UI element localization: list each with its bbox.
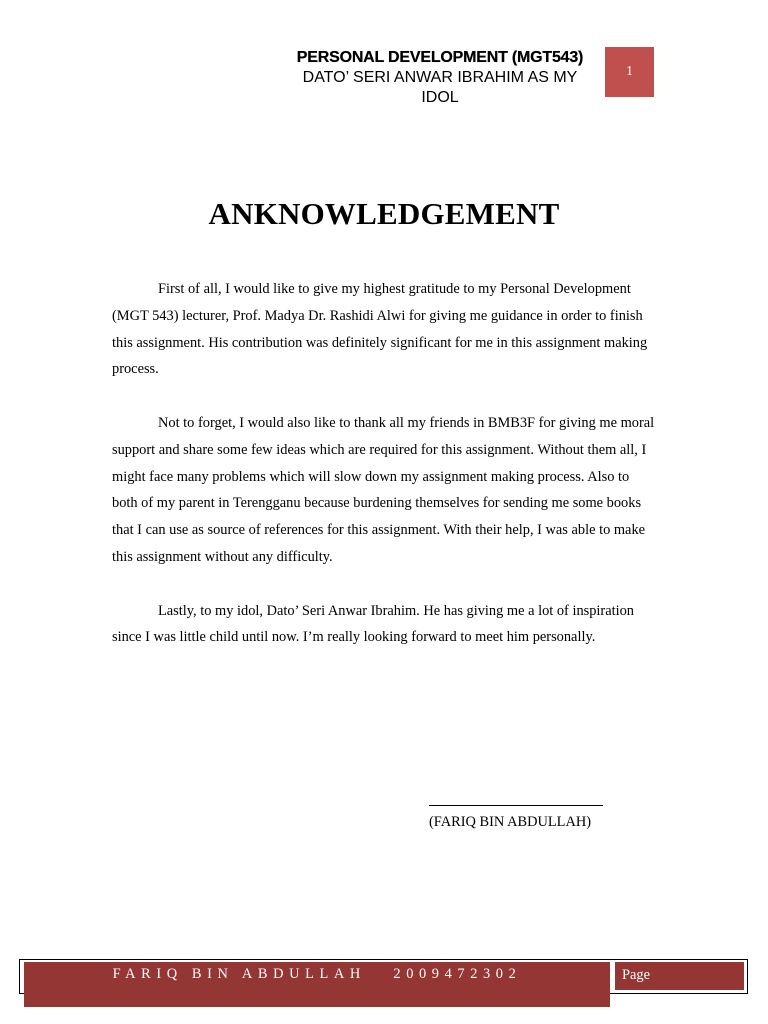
header-subtitle-text: DATO’ SERI ANWAR IBRAHIM AS MY IDOL — [302, 69, 578, 106]
course-title: PERSONAL DEVELOPMENT (MGT543) — [296, 49, 584, 66]
running-header — [280, 48, 600, 106]
acknowledgement-body — [112, 276, 657, 678]
signature-name: (FARIQ BIN ABDULLAH) — [429, 814, 592, 830]
paragraph-2: Not to forget, I would also like to thank all my friends in BMB3F for giving me moral support and share some few ideas which are required for this assignment. Without them all, I might face many problems which will slow down my assignment making process. Also to both of my parent in Terengganu because burdening themselves for sending me some books that I can use as source of references for this assignment. With their help, I was able to make this assignment without any difficulty. — [112, 414, 655, 565]
footer-page-label: Page — [615, 962, 744, 990]
header-subtitle — [280, 68, 600, 106]
page-title: ANKNOWLEDGEMENT — [208, 196, 560, 231]
signature-line — [429, 805, 603, 806]
paragraph-1: First of all, I would like to give my highest gratitude to my Personal Development (MGT 543) lecturer, Prof. Madya Dr. Rashidi Alwi for giving me guidance in order to finish this assignment. His contribution was definitely significant for me in this assignment making process. — [112, 281, 648, 378]
page-number-badge: 1 — [605, 47, 654, 97]
footer-author-id: FARIQ BIN ABDULLAH 2009472302 — [112, 966, 522, 982]
paragraph-3: Lastly, to my idol, Dato’ Seri Anwar Ibrahim. He has giving me a lot of inspiration since I was little child until now. I’m really looking forward to meet him personally. — [112, 602, 634, 646]
